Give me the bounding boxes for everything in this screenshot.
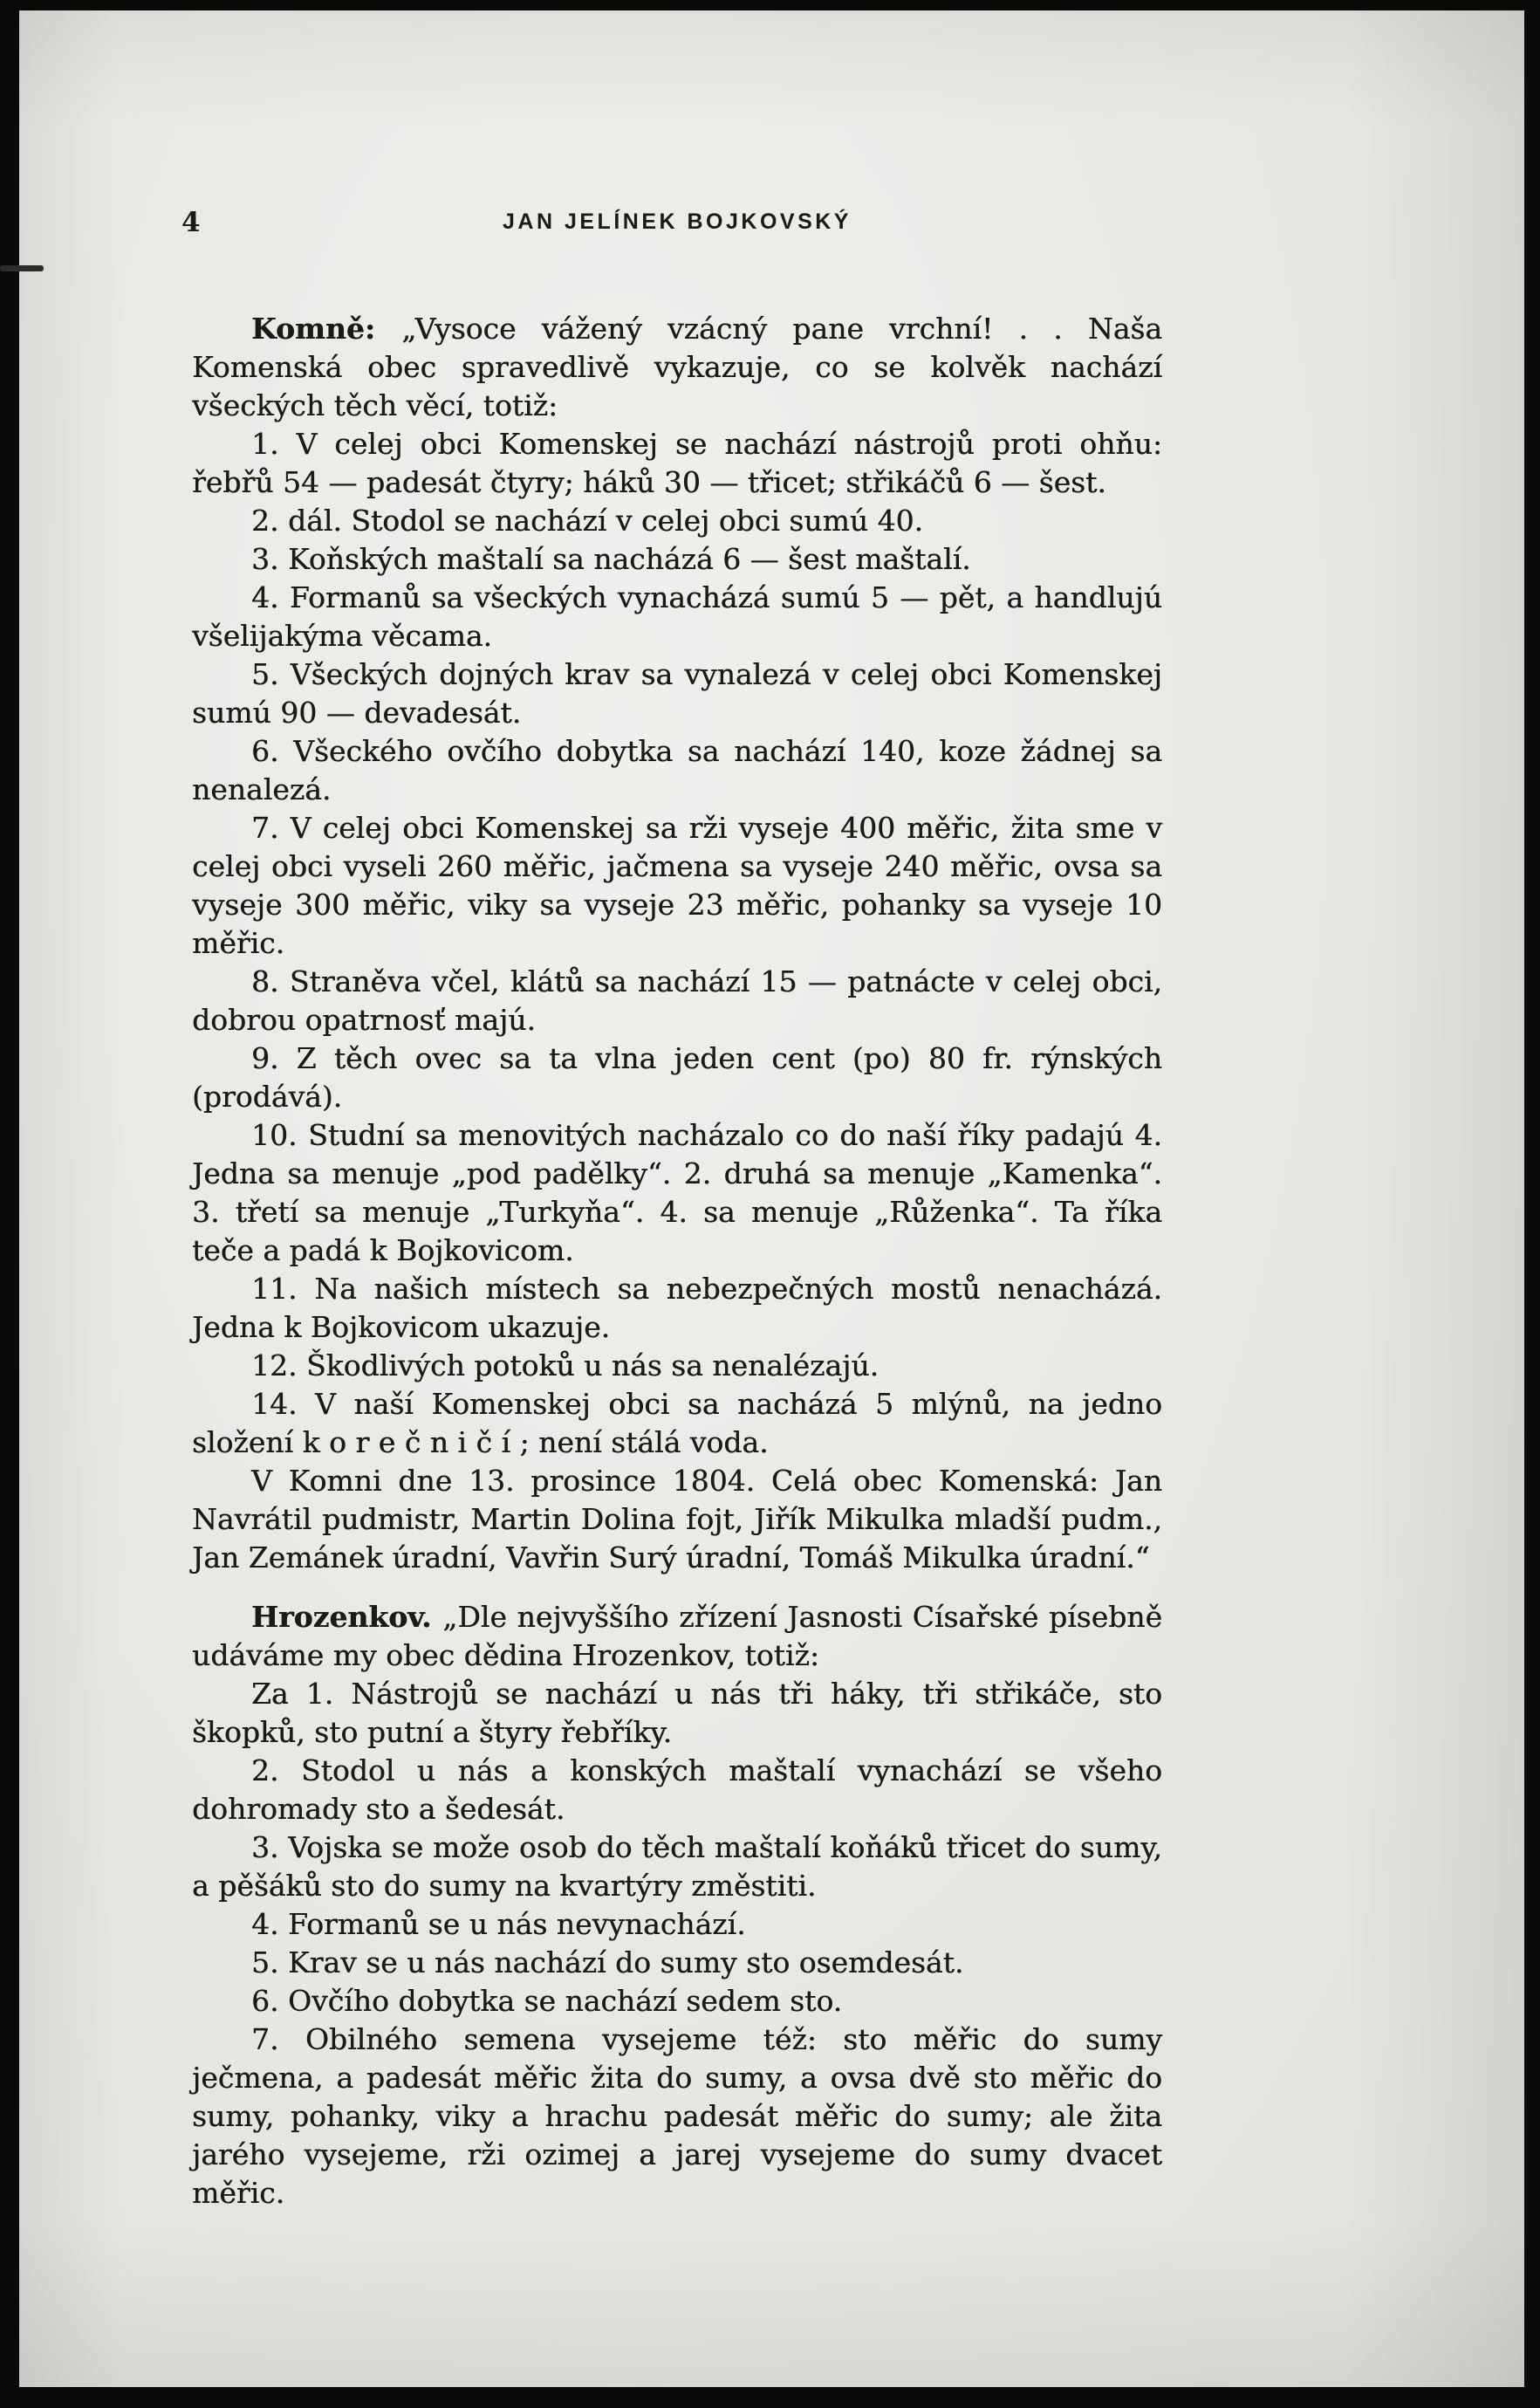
paragraph-text: 9. Z těch ovec sa ta vlna jeden cent (po) 80 fr. rýnských (prodává). <box>192 1041 1162 1114</box>
paragraph-text: 2. Stodol u nás a konských maštalí vynachází se všeho dohromady sto a šedesát. <box>192 1753 1162 1826</box>
paragraph <box>192 1039 1162 1116</box>
paragraph <box>192 1752 1162 1828</box>
paragraph <box>192 579 1162 655</box>
paragraph <box>192 1675 1162 1752</box>
paragraph-text: 3. Koňských maštalí sa nacházá 6 — šest maštalí. <box>251 542 971 576</box>
text-block <box>192 310 1162 2212</box>
paragraph <box>192 809 1162 963</box>
paragraph <box>192 1905 1162 1944</box>
paragraph-text: 4. Formanů sa všeckých vynacházá sumú 5 — pět, a handlujú všelijakýma věcama. <box>192 580 1162 653</box>
paragraph <box>192 1347 1162 1385</box>
paragraph <box>192 1944 1162 1982</box>
page-number: 4 <box>181 207 201 238</box>
paragraph <box>192 1982 1162 2020</box>
page-header <box>181 207 1162 238</box>
paragraph <box>192 963 1162 1039</box>
paragraph <box>192 1828 1162 1905</box>
paragraph <box>192 2020 1162 2212</box>
paragraph-text: 4. Formanů se u nás nevynachází. <box>251 1907 746 1941</box>
paragraph-text: 6. Všeckého ovčího dobytka sa nachází 140, koze žádnej sa nenalezá. <box>192 734 1162 806</box>
paragraph-text: 7. V celej obci Komenskej sa rži vyseje 400 měřic, žita sme v celej obci vyseli 260 měřic, jačmena sa vyseje 240 měřic, ovsa sa vyseje 300 měřic, viky sa vyseje 23 měřic, pohanky sa vyseje 10 měřic. <box>192 811 1162 960</box>
section-hrozenkov <box>192 1598 1162 2212</box>
paragraph <box>192 1598 1162 1675</box>
paragraph-lead: Komně: <box>251 312 402 346</box>
paragraph-text: „Dle nejvyššího zřízení Jasnosti Císařské písebně udáváme my obec dědina Hrozenkov, totiž: <box>192 1600 1163 1672</box>
paragraph-text: 14. V naší Komenskej obci sa nacházá 5 mlýnů, na jedno složení k o r e č n i č í ; není stálá voda. <box>192 1387 1162 1459</box>
paragraph-text: 3. Vojska se može osob do těch maštalí koňáků třicet do sumy, a pěšáků sto do sumy na kvartýry změstiti. <box>192 1830 1162 1903</box>
paragraph-text: 5. Krav se u nás nachází do sumy sto osemdesát. <box>251 1945 964 1979</box>
paragraph <box>192 310 1162 425</box>
paragraph-lead: Hrozenkov. <box>251 1600 443 1634</box>
paragraph-text: 6. Ovčího dobytka se nachází sedem sto. <box>251 1984 843 2018</box>
paragraph-text: 10. Studní sa menovitých nacházalo co do naší říky padajú 4. Jedna sa menuje „pod padělky“. 2. druhá sa menuje „Kamenka“. 3. třetí sa menuje „Turkyňa“. 4. sa menuje „Růženka“. Ta říka teče a padá k Bojkovicom. <box>192 1118 1162 1267</box>
paragraph-text: 5. Všeckých dojných krav sa vynalezá v celej obci Komenskej sumú 90 — devadesát. <box>192 657 1162 730</box>
paragraph <box>192 732 1162 809</box>
paragraph-text: 7. Obilného semena vysejeme též: sto měřic do sumy ječmena, a padesát měřic žita do sumy, a ovsa dvě sto měřic do sumy, pohanky, viky a hrachu padesát měřic do sumy; ale žita jarého vysejeme, rži ozimej a jarej vysejeme do sumy dvacet měřic. <box>192 2022 1162 2210</box>
paragraph <box>192 1462 1162 1577</box>
paragraph <box>192 1270 1162 1347</box>
paragraph-text: V Komni dne 13. prosince 1804. Celá obec Komenská: Jan Navrátil pudmistr, Martin Dolina fojt, Jiřík Mikulka mladší pudm., Jan Zemánek úradní, Vavřin Surý úradní, Tomáš Mikulka úradní.“ <box>192 1464 1162 1574</box>
scan-artifact <box>0 265 44 271</box>
running-title: JAN JELÍNEK BOJKOVSKÝ <box>503 209 852 234</box>
paragraph <box>192 1385 1162 1462</box>
paragraph-text: 2. dál. Stodol se nachází v celej obci sumú 40. <box>251 504 923 538</box>
paragraph-text: 8. Straněva včel, klátů sa nachází 15 — patnácte v celej obci, dobrou opatrnosť majú. <box>192 964 1162 1037</box>
paragraph-text: 12. Škodlivých potoků u nás sa nenalézajú. <box>251 1348 880 1382</box>
paragraph <box>192 425 1162 502</box>
paragraph-text: „Vysoce vážený vzácný pane vrchní! . . Naša Komenská obec spravedlivě vykazuje, co se kolvěk nachází všeckých těch věcí, totiž: <box>192 312 1162 422</box>
paper <box>19 10 1524 2387</box>
paragraph-text: 11. Na našich místech sa nebezpečných mostů nenacházá. Jedna k Bojkovicom ukazuje. <box>192 1272 1162 1344</box>
paragraph <box>192 502 1162 540</box>
paragraph-text: 1. V celej obci Komenskej se nachází nástrojů proti ohňu: řebřů 54 — padesát čtyry; háků 30 — třicet; střikáčů 6 — šest. <box>192 427 1162 499</box>
paragraph-text: Za 1. Nástrojů se nachází u nás tři háky, tři střikáče, sto škopků, sto putní a štyry řebříky. <box>192 1677 1162 1749</box>
paragraph <box>192 540 1162 579</box>
paragraph <box>192 655 1162 732</box>
paragraph <box>192 1116 1162 1270</box>
section-komne <box>192 310 1162 1577</box>
